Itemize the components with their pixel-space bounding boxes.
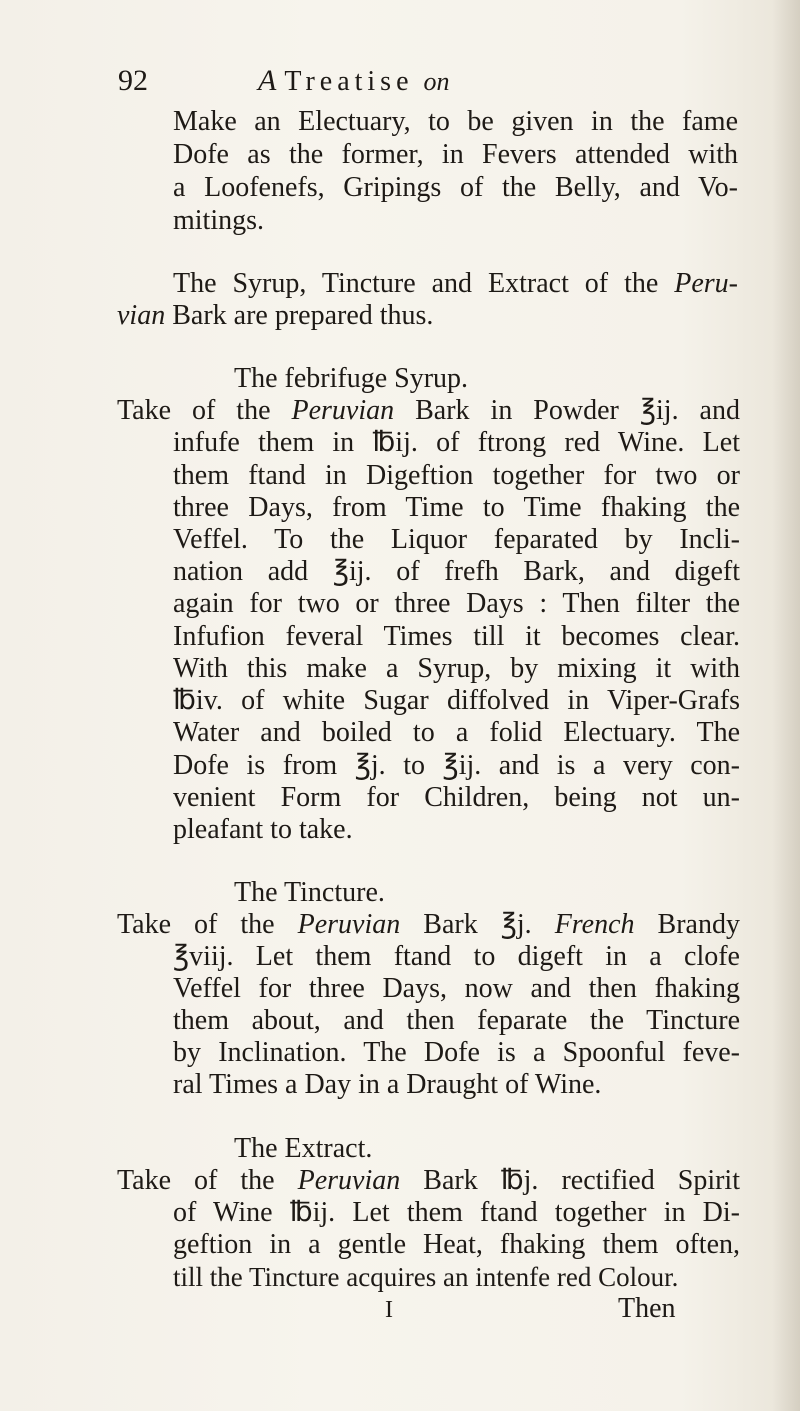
text-line: Dofe as the former, in Fevers attended with: [173, 138, 738, 170]
text-line: geftion in a gentle Heat, fhaking them often,: [173, 1228, 740, 1260]
text-line: Veffel. To the Liquor feparated by Incli-: [173, 524, 740, 556]
running-title-on: on: [423, 67, 450, 96]
text-line: mitings.: [173, 204, 265, 236]
text-line: Veffel for three Days, now and then fhaking: [173, 973, 740, 1005]
running-title-treatise: Treatise: [284, 66, 414, 97]
text-line: them about, and then feparate the Tincture: [173, 1005, 740, 1037]
section-heading-extract: The Extract.: [234, 1132, 373, 1164]
text-line: ℥viij. Let them ftand to digeft in a clofe: [173, 941, 740, 973]
text-line: again for two or three Days : Then filter the: [173, 588, 740, 620]
page-number: 92: [118, 64, 148, 97]
text-line: Take of the Peruvian Bark in Powder ℥ij. and: [117, 395, 740, 427]
text-line: a Loofenefs, Gripings of the Belly, and Vo-: [173, 171, 738, 203]
text-line: pleafant to take.: [173, 814, 353, 846]
section-heading-tincture: The Tincture.: [234, 877, 385, 909]
text-line: nation add ℥ij. of frefh Bark, and digeft: [173, 556, 740, 588]
text-line: till the Tincture acquires an intenfe red Colour.: [173, 1261, 679, 1292]
text-line: ral Times a Day in a Draught of Wine.: [173, 1069, 602, 1101]
text-line: Take of the Peruvian Bark ℥j. French Brandy: [117, 909, 740, 941]
text-line: them ftand in Digeftion together for two or: [173, 460, 740, 492]
running-title-a: A: [258, 64, 277, 97]
text-line: With this make a Syrup, by mixing it with: [173, 653, 740, 685]
text-line: infufe them in ℔ij. of ftrong red Wine. Let: [173, 427, 740, 459]
text-line: ℔iv. of white Sugar diffolved in Viper-Grafs: [173, 685, 740, 717]
text-line: venient Form for Children, being not un-: [173, 782, 740, 814]
text-line: vian Bark are prepared thus.: [117, 299, 434, 331]
text-line: Make an Electuary, to be given in the fame: [173, 106, 738, 137]
running-title: [258, 64, 450, 98]
running-header: [118, 64, 678, 104]
text-line: The Syrup, Tincture and Extract of the Peru-: [173, 267, 738, 299]
page-edge-shadow: [772, 0, 800, 1411]
section-heading-syrup: The febrifuge Syrup.: [234, 363, 469, 395]
signature-mark: I: [385, 1296, 393, 1323]
text-line: Take of the Peruvian Bark ℔j. rectified Spirit: [117, 1164, 740, 1196]
text-line: by Inclination. The Dofe is a Spoonful feve-: [173, 1037, 740, 1069]
text-line: Water and boiled to a folid Electuary. The: [173, 717, 740, 749]
text-line: Dofe is from ℥j. to ℥ij. and is a very con-: [173, 750, 740, 782]
catchword: Then: [618, 1292, 676, 1324]
text-line: Infufion feveral Times till it becomes clear.: [173, 621, 740, 653]
text-line: of Wine ℔ij. Let them ftand together in Di-: [173, 1196, 740, 1228]
text-line: three Days, from Time to Time fhaking the: [173, 492, 740, 524]
